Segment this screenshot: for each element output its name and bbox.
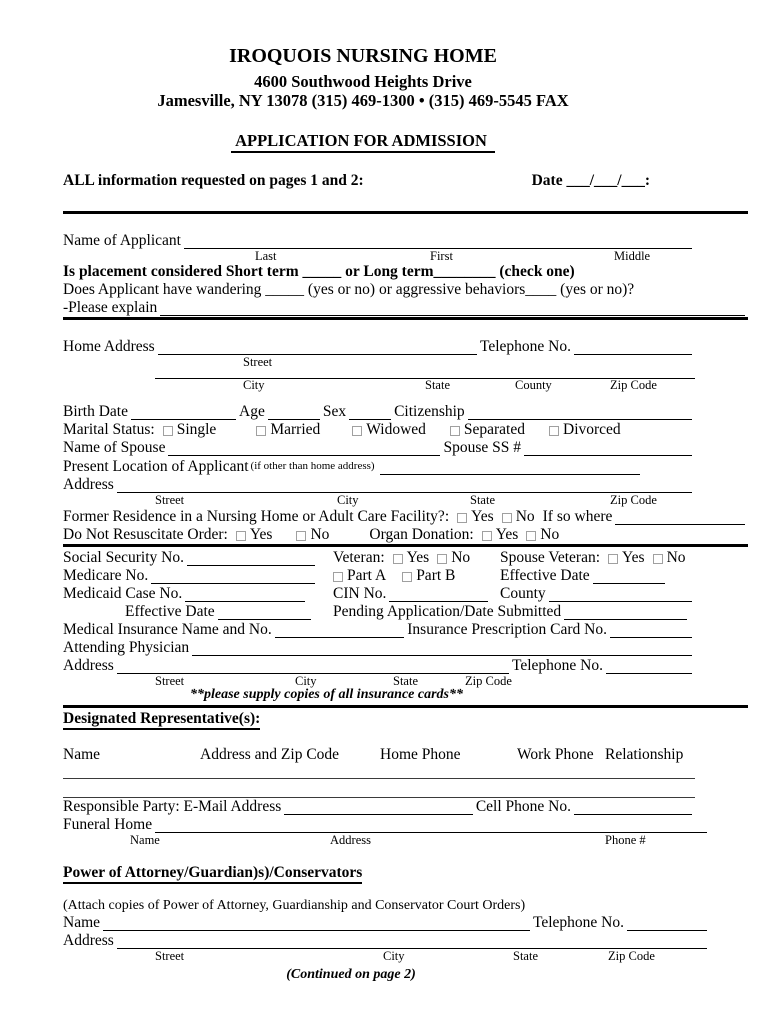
former-yes-label[interactable]: Yes: [471, 508, 494, 525]
checkbox-spouse-veteran-yes-icon[interactable]: [608, 554, 618, 564]
explain-row: [63, 299, 748, 317]
sublabel-zip-4: Zip Code: [608, 949, 655, 963]
col-relationship: Relationship: [605, 746, 684, 763]
dnr-yes-label[interactable]: Yes: [249, 526, 273, 543]
pending-label: Pending Application/Date Submitted: [333, 603, 562, 620]
spouse-name-field[interactable]: [168, 451, 440, 456]
divider-rule-3: [63, 544, 748, 547]
marital-status-label: Marital Status:: [63, 421, 155, 438]
spouse-veteran-label: Spouse Veteran:: [500, 549, 601, 566]
physician-address-sublabels: [63, 675, 748, 688]
physician-telephone-field[interactable]: [606, 669, 692, 674]
age-label: Age: [239, 403, 265, 420]
medicare-field[interactable]: [151, 579, 315, 584]
sublabel-zip: Zip Code: [610, 378, 657, 392]
facility-address-line2: Jamesville, NY 13078 (315) 469-1300 • (315) 469-5545 FAX: [157, 91, 569, 110]
checkbox-former-no-icon[interactable]: [502, 513, 512, 523]
responsible-email-field[interactable]: [284, 810, 473, 815]
sublabel-street-4: Street: [155, 949, 185, 963]
home-telephone-label: Telephone No.: [479, 338, 571, 355]
cin-field[interactable]: [389, 597, 488, 602]
medicare-effective-cell: [500, 567, 695, 585]
form-title-wrap: [63, 131, 663, 153]
wandering-line: Does Applicant have wandering _____ (yes or no) or aggressive behaviors____ (yes or no)?: [63, 281, 635, 298]
sublabel-funeral-address: Address: [330, 833, 371, 847]
home-telephone-field[interactable]: [574, 350, 692, 355]
placement-line: Is placement considered Short term _____ or Long term________ (check one): [63, 263, 575, 280]
age-field[interactable]: [268, 415, 320, 420]
if-so-where-field[interactable]: [615, 520, 745, 525]
divider-rule-4: [63, 705, 748, 708]
sublabel-first: First: [430, 249, 453, 263]
responsible-party-label: Responsible Party: E-Mail Address: [63, 798, 282, 815]
instruction-text: ALL information requested on pages 1 and 2:: [63, 172, 364, 189]
present-address-label: Address: [63, 476, 114, 493]
instruction-row: [63, 172, 695, 190]
marital-option-widowed[interactable]: Widowed: [366, 421, 426, 438]
pending-field[interactable]: [564, 615, 687, 620]
medicare-parts-cell: [333, 567, 500, 585]
checkbox-dnr-no-icon[interactable]: [296, 531, 306, 541]
insurance-cards-note: **please supply copies of all insurance cards**: [190, 687, 463, 702]
sex-field[interactable]: [349, 415, 391, 420]
sublabel-city-3: City: [295, 674, 317, 688]
present-location-row: [63, 457, 643, 476]
sublabel-city-4: City: [383, 949, 405, 963]
medical-insurance-field[interactable]: [275, 633, 405, 638]
checkbox-married-icon[interactable]: [256, 426, 266, 436]
city-sublabel-row: [63, 379, 748, 392]
part-b-label[interactable]: Part B: [416, 567, 456, 584]
former-residence-row: [63, 508, 748, 526]
medicare-row: [63, 567, 695, 585]
veteran-label: Veteran:: [333, 549, 385, 566]
cell-phone-field[interactable]: [574, 810, 692, 815]
representative-row-line-1[interactable]: [63, 778, 695, 779]
medicare-label: Medicare No.: [63, 567, 149, 584]
physician-row: [63, 639, 695, 657]
present-address-field[interactable]: [117, 488, 692, 493]
spouse-veteran-no-label[interactable]: No: [666, 549, 686, 566]
former-residence-label: Former Residence in a Nursing Home or Adult Care Facility?:: [63, 508, 450, 525]
ssn-field[interactable]: [187, 561, 315, 566]
county-label: County: [500, 585, 546, 602]
organ-donation-label: Organ Donation:: [369, 526, 474, 543]
poa-name-label: Name: [63, 914, 101, 931]
birth-date-row: [63, 403, 695, 421]
poa-address-label: Address: [63, 932, 114, 949]
effective-date-field[interactable]: [593, 579, 665, 584]
designated-heading-wrap: [63, 710, 770, 730]
medicaid-row: [63, 585, 695, 603]
sublabel-city-2: City: [337, 493, 359, 507]
ssn-label: Social Security No.: [63, 549, 184, 566]
birth-date-label: Birth Date: [63, 403, 128, 420]
veteran-yes-label[interactable]: Yes: [406, 549, 430, 566]
funeral-sublabels: [63, 834, 748, 847]
effective-date2-label: Effective Date: [125, 603, 215, 620]
medical-insurance-row: [63, 621, 695, 639]
designated-heading: Designated Representative(s):: [63, 710, 260, 730]
checkbox-part-a-icon[interactable]: [333, 572, 343, 582]
effective-date-label: Effective Date: [500, 567, 590, 584]
birth-date-field[interactable]: [131, 415, 236, 420]
poa-name-row: [63, 914, 710, 932]
poa-heading: Power of Attorney/Guardian)s)/Conservators: [63, 864, 362, 884]
funeral-home-label: Funeral Home: [63, 816, 153, 833]
sublabel-street: Street: [243, 355, 273, 369]
sublabel-funeral-phone: Phone #: [605, 833, 646, 847]
veteran-cell: [333, 549, 500, 567]
medical-insurance-label: Medical Insurance Name and No.: [63, 621, 272, 638]
placement-row[interactable]: [63, 263, 695, 281]
facility-address-line1: 4600 Southwood Heights Drive: [254, 72, 472, 91]
organ-no-label[interactable]: No: [540, 526, 560, 543]
county-cell: [500, 585, 695, 603]
ssn-veteran-row: [63, 549, 695, 567]
citizenship-label: Citizenship: [394, 403, 465, 420]
effective2-cell: [63, 603, 333, 621]
marital-option-single[interactable]: Single: [176, 421, 217, 438]
physician-address-row: [63, 657, 695, 675]
wandering-row[interactable]: [63, 281, 695, 299]
checkbox-veteran-no-icon[interactable]: [437, 554, 447, 564]
medicaid-field[interactable]: [185, 597, 305, 602]
sex-label: Sex: [322, 403, 347, 420]
sublabel-funeral-name: Name: [130, 833, 160, 847]
divider-rule-2: [63, 317, 748, 320]
spouse-ss-label: Spouse SS #: [443, 439, 521, 456]
applicant-name-label: Name of Applicant: [63, 232, 181, 249]
checkbox-part-b-icon[interactable]: [402, 572, 412, 582]
rx-card-label: Insurance Prescription Card No.: [407, 621, 607, 638]
physician-field[interactable]: [192, 651, 692, 656]
checkbox-dnr-yes-icon[interactable]: [236, 531, 246, 541]
checkbox-organ-yes-icon[interactable]: [482, 531, 492, 541]
sublabel-state-2: State: [470, 493, 495, 507]
representative-table-header: [63, 747, 695, 763]
checkbox-single-icon[interactable]: [163, 426, 173, 436]
col-name: Name: [63, 746, 101, 763]
dnr-row: [63, 526, 695, 544]
explain-label: -Please explain: [63, 299, 158, 316]
sublabel-zip-2: Zip Code: [610, 493, 657, 507]
funeral-home-row: [63, 816, 710, 834]
present-address-sublabels: [63, 494, 748, 507]
poa-telephone-label: Telephone No.: [532, 914, 624, 931]
rx-card-field[interactable]: [610, 633, 692, 638]
effective-pending-row: [63, 603, 695, 621]
present-location-label: Present Location of Applicant: [63, 458, 249, 475]
effective-date2-field[interactable]: [218, 615, 311, 620]
dnr-no-label[interactable]: No: [310, 526, 330, 543]
marital-option-separated[interactable]: Separated: [463, 421, 525, 438]
present-location-note: (if other than home address): [250, 460, 375, 472]
sublabel-street-3: Street: [155, 674, 185, 688]
col-home-phone: Home Phone: [380, 746, 461, 763]
col-work-phone: Work Phone: [517, 746, 594, 763]
sublabel-state-4: State: [513, 949, 538, 963]
present-location-field[interactable]: [380, 470, 640, 475]
veteran-no-label[interactable]: No: [451, 549, 471, 566]
facility-name: IROQUOIS NURSING HOME: [229, 45, 497, 67]
form-title: APPLICATION FOR ADMISSION: [231, 131, 495, 153]
continued-note: (Continued on page 2): [286, 967, 416, 982]
cin-cell: [333, 585, 500, 603]
present-address-row: [63, 476, 695, 494]
street-sublabel-row: [63, 356, 748, 369]
sublabel-street-2: Street: [155, 493, 185, 507]
checkbox-divorced-icon[interactable]: [549, 426, 559, 436]
checkbox-former-yes-icon[interactable]: [457, 513, 467, 523]
poa-address-row: [63, 932, 710, 950]
spouse-veteran-cell: [500, 549, 686, 567]
applicant-name-sublabels: [63, 250, 748, 263]
organ-yes-label[interactable]: Yes: [495, 526, 519, 543]
checkbox-widowed-icon[interactable]: [352, 426, 362, 436]
checkbox-separated-icon[interactable]: [450, 426, 460, 436]
spouse-ss-field[interactable]: [524, 451, 692, 456]
sublabel-state-3: State: [393, 674, 418, 688]
spouse-name-label: Name of Spouse: [63, 439, 166, 456]
part-a-label[interactable]: Part A: [347, 567, 387, 584]
physician-telephone-label: Telephone No.: [511, 657, 603, 674]
sublabel-state: State: [425, 378, 450, 392]
letterhead: [63, 45, 663, 110]
sublabel-city: City: [243, 378, 265, 392]
spouse-veteran-yes-label[interactable]: Yes: [622, 549, 645, 566]
sublabel-county: County: [515, 378, 552, 392]
poa-telephone-field[interactable]: [627, 926, 707, 931]
spouse-row: [63, 439, 695, 457]
dnr-label: Do Not Resuscitate Order:: [63, 526, 228, 543]
home-address-street-field[interactable]: [158, 350, 477, 355]
medicare-cell: [63, 567, 333, 585]
checkbox-spouse-veteran-no-icon[interactable]: [653, 554, 663, 564]
home-address-row: [63, 338, 695, 356]
citizenship-field[interactable]: [468, 415, 692, 420]
sublabel-zip-3: Zip Code: [465, 674, 512, 688]
medicaid-cell: [63, 585, 333, 603]
home-address-label: Home Address: [63, 338, 155, 355]
medicaid-label: Medicaid Case No.: [63, 585, 183, 602]
marital-option-married[interactable]: Married: [270, 421, 321, 438]
divider-rule-1: [63, 211, 748, 214]
marital-option-divorced[interactable]: Divorced: [563, 421, 621, 438]
former-no-label[interactable]: No: [515, 508, 535, 525]
checkbox-veteran-yes-icon[interactable]: [393, 554, 403, 564]
county-field[interactable]: [549, 597, 692, 602]
checkbox-organ-no-icon[interactable]: [526, 531, 536, 541]
sublabel-last: Last: [255, 249, 277, 263]
physician-address-label: Address: [63, 657, 114, 674]
poa-attach-note: (Attach copies of Power of Attorney, Guardianship and Conservator Court Orders): [63, 898, 526, 913]
explain-field[interactable]: [160, 311, 745, 316]
marital-status-row: [63, 421, 695, 439]
poa-address-sublabels: [63, 950, 748, 963]
cell-phone-label: Cell Phone No.: [475, 798, 571, 815]
ssn-cell: [63, 549, 333, 567]
poa-name-field[interactable]: [103, 926, 530, 931]
date-field-label[interactable]: Date ___/___/___:: [531, 172, 650, 189]
pending-cell: [333, 603, 695, 621]
responsible-party-row: [63, 798, 695, 816]
poa-heading-wrap: [63, 864, 770, 884]
sublabel-middle: Middle: [614, 249, 651, 263]
if-so-where-label: If so where: [542, 508, 613, 525]
cin-label: CIN No.: [333, 585, 387, 602]
physician-label: Attending Physician: [63, 639, 190, 656]
col-address-zip: Address and Zip Code: [200, 746, 340, 763]
applicant-name-row: [63, 232, 695, 250]
